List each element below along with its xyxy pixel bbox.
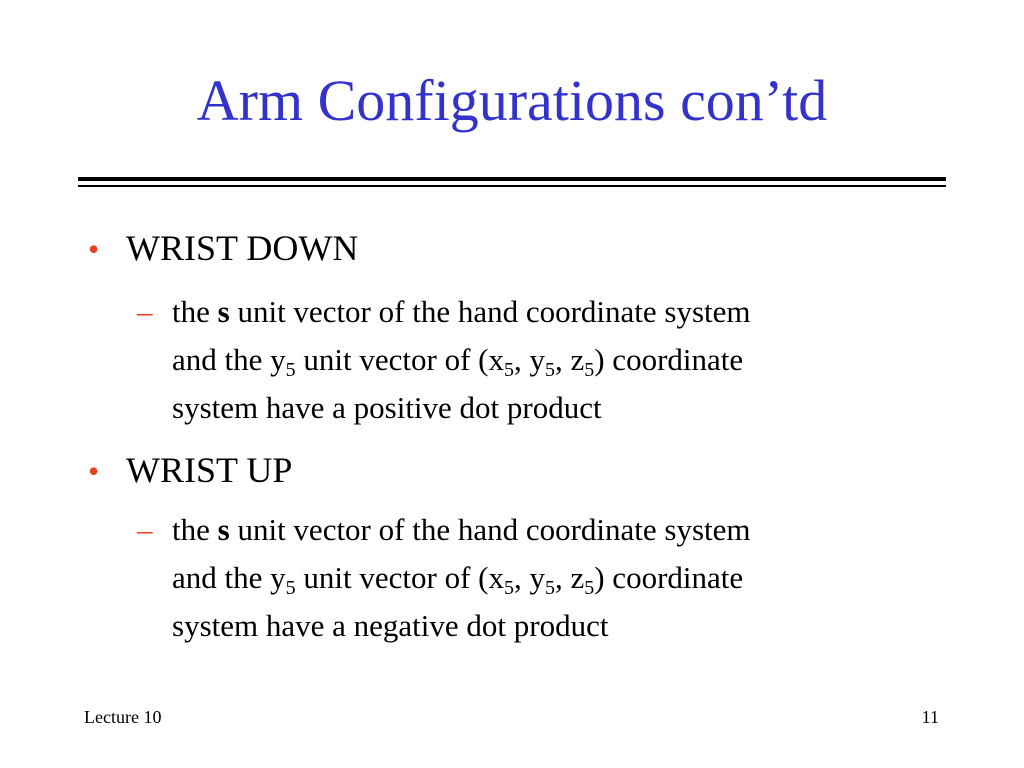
bold-vector-s: s — [217, 294, 230, 329]
text-span: unit vector of (x — [295, 342, 504, 377]
text-span: ) coordinate — [594, 342, 744, 377]
subscript: 5 — [544, 359, 555, 381]
slide-title: Arm Configurations con’td — [196, 68, 828, 133]
text-span: unit vector of the hand coordinate system — [229, 294, 751, 329]
title-divider-thin — [78, 185, 946, 187]
subscript: 5 — [285, 577, 296, 599]
subscript: 5 — [584, 359, 595, 381]
text-span: ) coordinate — [594, 560, 744, 595]
sub-line-2 — [137, 554, 751, 602]
dash-marker: – — [137, 294, 153, 329]
text-span: and the y — [172, 342, 286, 377]
text-span: , z — [554, 560, 585, 595]
text-span: , z — [554, 342, 585, 377]
bold-vector-s: s — [217, 512, 230, 547]
subscript: 5 — [544, 577, 555, 599]
sub-line-1 — [137, 294, 751, 329]
text-span: unit vector of the hand coordinate system — [229, 512, 751, 547]
subscript: 5 — [503, 359, 514, 381]
subscript: 5 — [503, 577, 514, 599]
bullet-wrist-down — [88, 228, 358, 269]
text-span: the — [172, 512, 218, 547]
text-span: unit vector of (x — [295, 560, 504, 595]
subscript: 5 — [285, 359, 296, 381]
sub-bullet-wrist-up — [137, 506, 751, 650]
sub-line-3: system have a negative dot product — [172, 608, 609, 643]
bullet-label: WRIST DOWN — [126, 228, 359, 268]
sub-line-2 — [137, 336, 751, 384]
sub-line-1 — [137, 512, 751, 547]
footer-lecture-label: Lecture 10 — [84, 707, 162, 727]
sub-line-3: system have a positive dot product — [172, 390, 602, 425]
sub-bullet-wrist-down — [137, 288, 751, 432]
subscript: 5 — [584, 577, 595, 599]
text-span: , y — [513, 560, 545, 595]
text-span: the — [172, 294, 218, 329]
bullet-marker: • — [88, 453, 100, 489]
text-span: and the y — [172, 560, 286, 595]
bullet-marker: • — [88, 231, 100, 267]
title-divider-thick — [78, 177, 946, 181]
dash-marker: – — [137, 512, 153, 547]
bullet-label: WRIST UP — [126, 450, 293, 490]
text-span: , y — [513, 342, 545, 377]
slide-number: 11 — [921, 707, 939, 727]
bullet-wrist-up — [88, 450, 292, 491]
